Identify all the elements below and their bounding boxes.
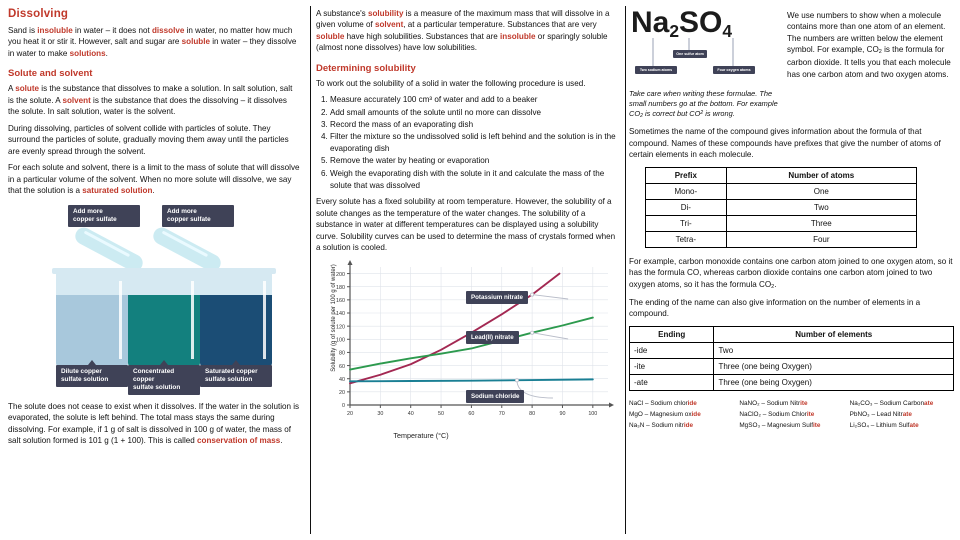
caption-part-2: is correct but CO	[642, 109, 701, 119]
table-row	[646, 183, 917, 199]
list-item: 6. Weigh the evaporating dish with the solute in it and calculate the mass of the solute that was dissolved	[330, 168, 617, 192]
compound-name: Sodium chlor	[650, 399, 688, 407]
callout-two-sodium-atoms: Two sodium atoms	[635, 66, 677, 74]
formula-na: Na	[631, 6, 670, 39]
table-row	[646, 215, 917, 231]
caption-sup: 2	[700, 110, 704, 117]
beaker-liquid	[56, 295, 128, 367]
table-row	[630, 358, 954, 374]
chart-leader-dot-1	[531, 331, 534, 334]
beaker-shine	[119, 281, 122, 359]
compound-name: Sodium Carbon	[879, 399, 925, 407]
column-right	[625, 0, 960, 540]
formula-entry: MgO – Magnesium oxide	[629, 410, 701, 418]
table-row	[646, 199, 917, 215]
chart-y-tick-label: 100	[336, 337, 345, 344]
formula-list-column-2	[739, 399, 843, 432]
formula-subscript-2: 2	[669, 21, 680, 42]
solubility-curve-chart	[316, 259, 616, 449]
beaker-shine	[191, 281, 194, 359]
chart-y-tick-label: 160	[336, 297, 345, 304]
keyword: solubility	[367, 9, 404, 18]
name-suffix: ite	[806, 410, 815, 418]
co-part-2: .	[774, 279, 777, 289]
formula-symbol: MgO	[629, 410, 643, 418]
keyword: solvent	[374, 20, 404, 30]
paragraph-conservation-of-mass: The solute does not cease to exist when it dissolves. If the water in the solution is evaporated, the solute is left behind. The total mass stays the same during dissolving. For example, if 1 g of salt is dissolved in 100 g of water, the mass of salt solution formed is 101 g (1 + 100). This is called conservation of mass.	[8, 401, 300, 446]
compound-name: Magnesium Sulf	[767, 421, 813, 429]
chart-y-axis-arrow	[348, 260, 353, 265]
table-row	[646, 231, 917, 247]
chart-x-axis-label: Temperature (°C)	[393, 430, 449, 440]
chart-x-tick-label: 70	[498, 410, 505, 417]
keyword: soluble	[316, 31, 345, 41]
formula-entry: PbNO₃ – Lead Nitrate	[849, 410, 912, 418]
paragraph-numbers-explanation	[787, 10, 954, 115]
table-cell: Mono-	[646, 183, 727, 199]
page-title: Dissolving	[8, 8, 69, 20]
co-part-1: For example, carbon monoxide contains one carbon atom joined to one oxygen atom, so it has the formula CO, whereas carbon dioxide contains one carbon atom joined to two oxygen atoms, so it has the formula CO	[629, 256, 953, 289]
formula-entry: NaNO₂ – Sodium Nitrite	[739, 399, 808, 407]
chart-x-tick-label: 50	[438, 410, 445, 417]
formula-symbol: NaCl	[629, 399, 644, 407]
name-suffix: ate	[902, 410, 912, 418]
caption-part-1: Take care when writing these formulae. The small numbers go at the bottom. For example CO	[629, 88, 778, 119]
chart-series-0	[350, 273, 559, 383]
formula-symbol: MgSO₃	[739, 421, 761, 429]
co-sub: 2	[771, 284, 775, 291]
table-cell: -ide	[630, 342, 714, 358]
chart-y-tick-label: 20	[339, 389, 345, 396]
chart-y-tick-label: 80	[339, 350, 345, 357]
keyword: solutions	[69, 48, 106, 58]
name-suffix: ate	[924, 399, 934, 407]
formula-entry: Na₂CO₃ – Sodium Carbonate	[849, 399, 934, 407]
keyword: saturated solution	[82, 186, 153, 196]
paragraph-temperature-effect: Every solute has a fixed solubility at room temperature. However, the solubility of a solute changes as the temperature of the water changes. The solubility of a substance in water at different temperatures can be displayed using a solubility curve. Solubility curves can be used to determine the mass of crystals formed when a solution is cooled.	[316, 197, 616, 253]
paragraph-intro: Sand is insoluble in water – it does not dissolve in water, no matter how much you heat it or stir it. However, salt and sugar are soluble in water – they dissolve in water to make solutions.	[8, 26, 297, 58]
chart-y-tick-label: 40	[339, 376, 345, 383]
formula-block	[629, 8, 781, 120]
paragraph-solubility-definition: A substance's solubility is a measure of the maximum mass that will dissolve in a given volume of solvent, at a particular temperature. Substances that are very soluble have high solubilities. Substances that are insoluble or sparingly soluble (almost none dissolves) have low solubilities.	[316, 9, 610, 53]
chart-plot-area	[316, 259, 616, 431]
table-row	[630, 342, 954, 358]
formula-list-column-3	[850, 399, 954, 432]
column-divider	[625, 6, 626, 534]
compound-name: Lead Nitr	[876, 410, 903, 418]
header-ending: Ending	[630, 326, 714, 342]
table-endings	[629, 326, 954, 391]
formula-symbol: PbNO₃	[849, 410, 870, 418]
name-suffix: ide	[687, 399, 697, 407]
heading-determining-solubility: Determining solubility	[316, 62, 416, 74]
table-cell: -ate	[630, 374, 714, 390]
tag-add-more-1: Add more copper sulfate	[68, 205, 140, 227]
label-saturated-solution: Saturated copper sulfate solution	[200, 365, 272, 387]
intro-part-1: We use numbers to show when a molecule contains more than one atom of an element. The numbers are written below the element symbol. For example, CO	[787, 11, 946, 55]
beaker-liquid	[128, 295, 200, 367]
beaker-lip	[52, 268, 132, 274]
keyword: insoluble	[37, 26, 73, 35]
intro-part-2: is the formula for carbon dioxide. It tells you that each molecule has one carbon atom and two oxygen atoms.	[787, 45, 951, 79]
keyword: conservation of mass	[197, 436, 281, 446]
chart-y-tick-label: 120	[336, 324, 345, 331]
beaker-shine	[263, 281, 266, 359]
formula-entry: NaCl – Sodium chloride	[629, 399, 697, 407]
keyword: solute	[15, 84, 40, 94]
chart-legend-lead-nitrate: Lead(II) nitrate	[466, 331, 519, 344]
table-prefixes	[645, 167, 917, 248]
name-suffix: ite	[812, 421, 821, 429]
formula-symbol: NaNO₂	[739, 399, 760, 407]
beaker-lip	[124, 268, 204, 274]
paragraph-dissolving-process: During dissolving, particles of solvent collide with particles of solute. They surround the particles of solute, gradually moving them away until the particles are evenly spread through the solvent.	[8, 123, 289, 156]
chart-x-tick-label: 60	[468, 410, 475, 417]
paragraph-ending-explanation: The ending of the name can also give information on the number of elements in a compound.	[629, 297, 921, 319]
table-cell: Three (one being Oxygen)	[714, 358, 954, 374]
formula-entry: Na₃N – Sodium nitride	[629, 421, 694, 429]
chart-x-tick-label: 20	[347, 410, 353, 417]
chart-y-tick-label: 140	[336, 311, 345, 318]
name-suffix: ide	[683, 421, 694, 429]
chart-y-tick-label: 0	[342, 403, 345, 410]
chart-y-axis-label: Solubility (g of solute per 100 g of water)	[331, 264, 337, 372]
beaker-concentrated	[128, 271, 200, 367]
formula-list-column-1	[629, 399, 733, 432]
formula-symbol: NaClO₂	[739, 410, 761, 418]
column-left	[0, 0, 310, 540]
formula-symbol: Na₃N	[629, 421, 645, 429]
list-item: 1. Measure accurately 100 cm³ of water and add to a beaker	[330, 94, 617, 106]
table-row	[630, 374, 954, 390]
formula-entry: NaClO₂ – Sodium Chlorite	[739, 410, 815, 418]
formula-name-list	[629, 399, 954, 432]
paragraph-carbon-oxide-example	[629, 256, 954, 292]
label-dilute-solution: Dilute copper sulfate solution	[56, 365, 128, 387]
formula-symbol: Li₂SO₄	[849, 421, 869, 429]
compound-name: Sodium nitr	[651, 421, 684, 429]
beaker-saturated	[200, 271, 272, 367]
chart-legend-sodium-chloride: Sodium chloride	[466, 390, 524, 403]
header-number-of-elements: Number of elements	[714, 326, 954, 342]
compound-name: Sodium Chlor	[768, 410, 807, 418]
column-middle	[310, 0, 625, 540]
header-prefix: Prefix	[646, 167, 727, 183]
table-cell: Di-	[646, 199, 727, 215]
copper-sulfate-saturation-diagram	[10, 205, 310, 397]
tube-shine	[162, 230, 208, 257]
table-cell: Three (one being Oxygen)	[714, 374, 954, 390]
table-cell: Four	[726, 231, 916, 247]
chart-y-tick-label: 180	[336, 284, 345, 291]
list-item: 3. Record the mass of an evaporating dish	[330, 119, 617, 131]
list-item: 4. Filter the mixture so the undissolved solid is left behind and the solution is in the evaporating dish	[330, 131, 617, 155]
table-cell: Tri-	[646, 215, 727, 231]
procedure-step-list	[316, 94, 617, 191]
intro-sub: 2	[878, 49, 882, 56]
table-cell: Two	[726, 199, 916, 215]
keyword: dissolve	[151, 26, 185, 35]
name-suffix: ate	[909, 421, 919, 429]
beaker-liquid	[200, 295, 272, 367]
callout-one-sulfur-atom: One sulfur atom	[673, 50, 707, 58]
paragraph-procedure-intro: To work out the solubility of a solid in water the following procedure is used.	[316, 78, 586, 88]
chart-y-tick-label: 200	[336, 271, 345, 278]
compound-name: Sodium Nitr	[766, 399, 801, 407]
chart-y-tick-label: 60	[339, 363, 345, 370]
table-cell: Two	[714, 342, 954, 358]
table-body	[630, 342, 954, 390]
table-cell: One	[726, 183, 916, 199]
callout-four-oxygen-atoms: Four oxygen atoms	[713, 66, 755, 74]
beaker-dilute	[56, 271, 128, 367]
column-divider	[310, 6, 311, 534]
list-item: 5. Remove the water by heating or evaporation	[330, 155, 617, 167]
keyword: solvent	[62, 95, 91, 105]
chart-leader-dot-2	[515, 379, 518, 382]
table-body	[646, 183, 917, 247]
caption-sub: 2	[640, 113, 643, 120]
table-header-row	[646, 167, 917, 183]
compound-name: Lithium Sulf	[876, 421, 910, 429]
formula-subscript-4: 4	[722, 21, 733, 42]
paragraph-saturated: For each solute and solvent, there is a limit to the mass of solute that will dissolve in a particular volume of the solvent. When no more solute will dissolve, we say that the solution is a saturated solution.	[8, 163, 300, 196]
list-item: 2. Add small amounts of the solute until no more can dissolve	[330, 107, 617, 119]
formula-entry: MgSO₃ – Magnesium Sulfite	[739, 421, 821, 429]
heading-solute-and-solvent: Solute and solvent	[8, 68, 93, 80]
chart-x-tick-label: 40	[407, 410, 414, 417]
keyword: insoluble	[500, 31, 536, 41]
table-cell: Tetra-	[646, 231, 727, 247]
chart-x-tick-label: 100	[588, 410, 598, 417]
formula-entry: Li₂SO₄ – Lithium Sulfate	[849, 421, 919, 429]
formula-symbol: Na₂CO₃	[849, 399, 873, 407]
chart-x-tick-label: 90	[559, 410, 566, 417]
label-concentrated-solution: Concentrated copper sulfate solution	[128, 365, 200, 395]
compound-name: Magnesium ox	[649, 410, 692, 418]
name-suffix: ite	[800, 399, 808, 407]
chart-x-tick-label: 30	[377, 410, 384, 417]
table-cell: Three	[726, 215, 916, 231]
name-suffix: ide	[691, 410, 701, 418]
table-cell: -ite	[630, 358, 714, 374]
chart-x-tick-label: 80	[529, 410, 536, 417]
chart-x-axis-arrow	[609, 402, 614, 407]
beaker-lip	[196, 268, 276, 274]
paragraph-solute-solvent: A solute is the substance that dissolves to make a solution. In salt solution, salt is the solute. A solvent is the substance that does the dissolving – it dissolves the solute. In salt solution, water is the solvent.	[8, 84, 293, 117]
tube-shine	[84, 230, 130, 257]
formula-caption	[629, 89, 781, 121]
chart-leader-dot-0	[531, 293, 534, 296]
table-header-row	[630, 326, 954, 342]
tag-add-more-2: Add more copper sulfate	[162, 205, 234, 227]
keyword: soluble	[181, 37, 210, 47]
chart-legend-potassium-nitrate: Potassium nitrate	[466, 291, 528, 304]
caption-part-3: is wrong.	[703, 109, 735, 119]
paragraph-prefix-explanation: Sometimes the name of the compound gives information about the formula of that compound. Names of these compounds have prefixes that give the number of atoms of certain elements in each molecule.	[629, 127, 941, 160]
header-number-of-atoms: Number of atoms	[726, 167, 916, 183]
formula-and-intro-row	[629, 8, 954, 120]
formula-so: SO	[679, 6, 723, 39]
